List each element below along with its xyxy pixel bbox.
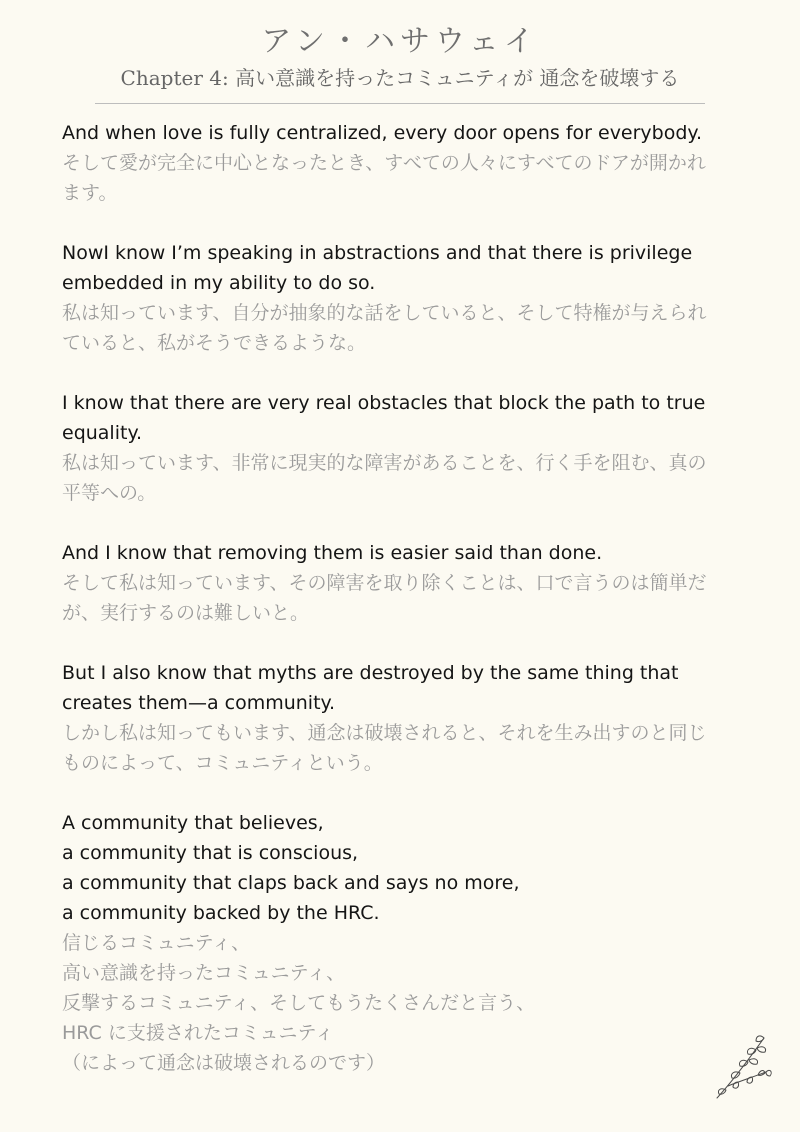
text-line: ものによって、コミュニティという。 (62, 752, 383, 774)
paragraph (62, 658, 752, 778)
english-text (62, 538, 752, 568)
paragraph (62, 388, 752, 508)
main-text (62, 118, 752, 1108)
text-line: HRC に支援されたコミュニティ (62, 1022, 334, 1044)
text-line: しかし私は知ってもいます、通念は破壊されると、それを生み出すのと同じ (62, 722, 707, 744)
english-text (62, 238, 752, 298)
english-text (62, 808, 752, 928)
text-line: NowI know I’m speaking in abstractions and that there is privilege (62, 242, 693, 264)
paragraph (62, 808, 752, 1078)
text-line: And when love is fully centralized, every door opens for everybody. (62, 122, 702, 144)
paragraph (62, 118, 752, 208)
english-text (62, 118, 752, 148)
paragraph (62, 538, 752, 628)
text-line: And I know that removing them is easier said than done. (62, 542, 603, 564)
japanese-text (62, 148, 752, 208)
text-line: a community that claps back and says no more, (62, 872, 520, 894)
text-line: 信じるコミュニティ、 (62, 932, 251, 954)
text-line: 平等への。 (62, 482, 157, 504)
text-line: a community backed by the HRC. (62, 902, 380, 924)
leaf-branch-icon (712, 1032, 774, 1102)
page-title: アン・ハサウェイ (261, 24, 539, 59)
english-text (62, 658, 752, 718)
text-line: 反撃するコミュニティ、そしてもうたくさんだと言う、 (62, 992, 536, 1014)
text-line: But I also know that myths are destroyed by the same thing that (62, 662, 679, 684)
text-line: 高い意識を持ったコミュニティ、 (62, 962, 346, 984)
text-line: A community that believes, (62, 812, 324, 834)
japanese-text (62, 298, 752, 358)
page-header (0, 22, 800, 92)
text-line: embedded in my ability to do so. (62, 272, 376, 294)
japanese-text (62, 718, 752, 778)
japanese-text (62, 568, 752, 628)
japanese-text (62, 448, 752, 508)
text-line: I know that there are very real obstacles that block the path to true (62, 392, 706, 414)
text-line: そして愛が完全に中心となったとき、すべての人々にすべてのドアが開かれ (62, 152, 706, 174)
text-line: equality. (62, 422, 143, 444)
chapter-subtitle: Chapter 4: 高い意識を持ったコミュニティが 通念を破壊する (120, 66, 680, 90)
text-line: 私は知っています、非常に現実的な障害があることを、行く手を阻む、真の (62, 452, 707, 474)
text-line: creates them—a community. (62, 692, 336, 714)
text-line: が、実行するのは難しいと。 (62, 602, 310, 624)
text-line: （によって通念は破壊されるのです） (62, 1052, 386, 1074)
text-line: そして私は知っています、その障害を取り除くことは、口で言うのは簡単だ (62, 572, 707, 594)
paragraph (62, 238, 752, 358)
text-line: ていると、私がそうできるような。 (62, 332, 367, 354)
english-text (62, 388, 752, 448)
text-line: a community that is conscious, (62, 842, 359, 864)
text-line: ます。 (62, 182, 118, 204)
text-line: 私は知っています、自分が抽象的な話をしていると、そして特権が与えられ (62, 302, 707, 324)
japanese-text (62, 928, 752, 1078)
header-divider (95, 103, 705, 104)
